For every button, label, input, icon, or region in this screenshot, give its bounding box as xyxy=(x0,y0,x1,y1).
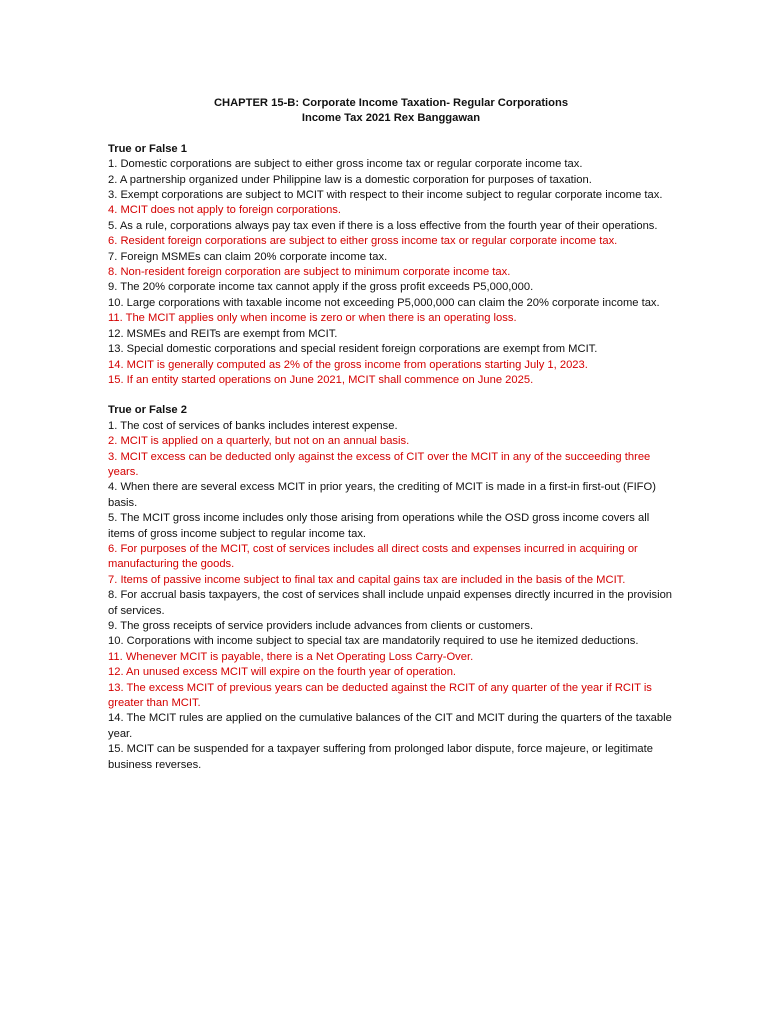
statement-item: 15. MCIT can be suspended for a taxpayer suffering from prolonged labor dispute, force majeure, or legitimate business reverses. xyxy=(108,743,653,771)
statement-item: 10. Large corporations with taxable income not exceeding P5,000,000 can claim the 20% corporate income tax. xyxy=(108,296,660,309)
statement-item: 14. MCIT is generally computed as 2% of the gross income from operations starting July 1, 2023. xyxy=(108,358,588,371)
statement-item: 9. The gross receipts of service providers include advances from clients or customers. xyxy=(108,620,534,632)
statement-item: 7. Foreign MSMEs can claim 20% corporate income tax. xyxy=(108,250,388,263)
section-true-or-false-1 xyxy=(108,142,674,389)
statement-item: 4. When there are several excess MCIT in prior years, the crediting of MCIT is made in a first-in first-out (FIFO) basis. xyxy=(108,481,656,509)
statement-item: 2. A partnership organized under Philippine law is a domestic corporation for purposes of taxation. xyxy=(108,173,592,186)
statement-item: 4. MCIT does not apply to foreign corporations. xyxy=(108,204,341,217)
statement-item: 10. Corporations with income subject to special tax are mandatorily required to use he itemized deductions. xyxy=(108,635,639,648)
statement-item: 1. The cost of services of banks includes interest expense. xyxy=(108,419,398,432)
statement-item: 5. As a rule, corporations always pay tax even if there is a loss effective from the fourth year of their operations. xyxy=(108,219,658,232)
statement-item: 7. Items of passive income subject to final tax and capital gains tax are included in the basis of the MCIT. xyxy=(108,573,626,586)
statement-item: 11. Whenever MCIT is payable, there is a Net Operating Loss Carry-Over. xyxy=(108,650,474,663)
statement-item: 8. For accrual basis taxpayers, the cost of services shall include unpaid expenses directly incurred in the provision of services. xyxy=(108,589,673,617)
statement-item: 2. MCIT is applied on a quarterly, but not on an annual basis. xyxy=(108,435,410,448)
statement-item: 12. An unused excess MCIT will expire on the fourth year of operation. xyxy=(108,666,457,679)
statement-item: 9. The 20% corporate income tax cannot apply if the gross profit exceeds P5,000,000. xyxy=(108,281,534,294)
document-title-line-1: CHAPTER 15-B: Corporate Income Taxation- Regular Corporations xyxy=(213,97,569,109)
statement-item: 13. Special domestic corporations and special resident foreign corporations are exempt from MCIT. xyxy=(108,343,598,356)
statement-item: 6. Resident foreign corporations are subject to either gross income tax or regular corporate income tax. xyxy=(108,235,618,248)
section-heading: True or False 2 xyxy=(108,404,187,417)
document-page xyxy=(108,96,674,773)
section-true-or-false-2 xyxy=(108,403,674,773)
section-heading: True or False 1 xyxy=(108,142,187,155)
statement-item: 11. The MCIT applies only when income is zero or when there is an operating loss. xyxy=(108,312,517,325)
statement-item: 6. For purposes of the MCIT, cost of services includes all direct costs and expenses incurred in acquiring or manufacturing the goods. xyxy=(108,542,638,571)
statement-item: 3. MCIT excess can be deducted only against the excess of CIT over the MCIT in any of the succeeding three years. xyxy=(108,450,651,478)
statement-item: 5. The MCIT gross income includes only those arising from operations while the OSD gross income covers all items of gross income subject to regular income tax. xyxy=(108,512,650,540)
statement-item: 1. Domestic corporations are subject to either gross income tax or regular corporate income tax. xyxy=(108,158,583,171)
statement-item: 14. The MCIT rules are applied on the cumulative balances of the CIT and MCIT during the quarters of the taxable year. xyxy=(108,712,672,740)
sections-container xyxy=(108,142,674,773)
statement-item: 13. The excess MCIT of previous years can be deducted against the RCIT of any quarter of the year if RCIT is greater than MCIT. xyxy=(108,681,652,710)
statement-item: 3. Exempt corporations are subject to MCIT with respect to their income subject to regular corporate income tax. xyxy=(108,189,663,202)
statement-item: 15. If an entity started operations on June 2021, MCIT shall commence on June 2025. xyxy=(108,373,534,386)
statement-item: 8. Non-resident foreign corporation are subject to minimum corporate income tax. xyxy=(108,266,511,279)
statement-item: 12. MSMEs and REITs are exempt from MCIT. xyxy=(108,327,338,340)
document-title-line-2: Income Tax 2021 Rex Banggawan xyxy=(301,112,481,125)
